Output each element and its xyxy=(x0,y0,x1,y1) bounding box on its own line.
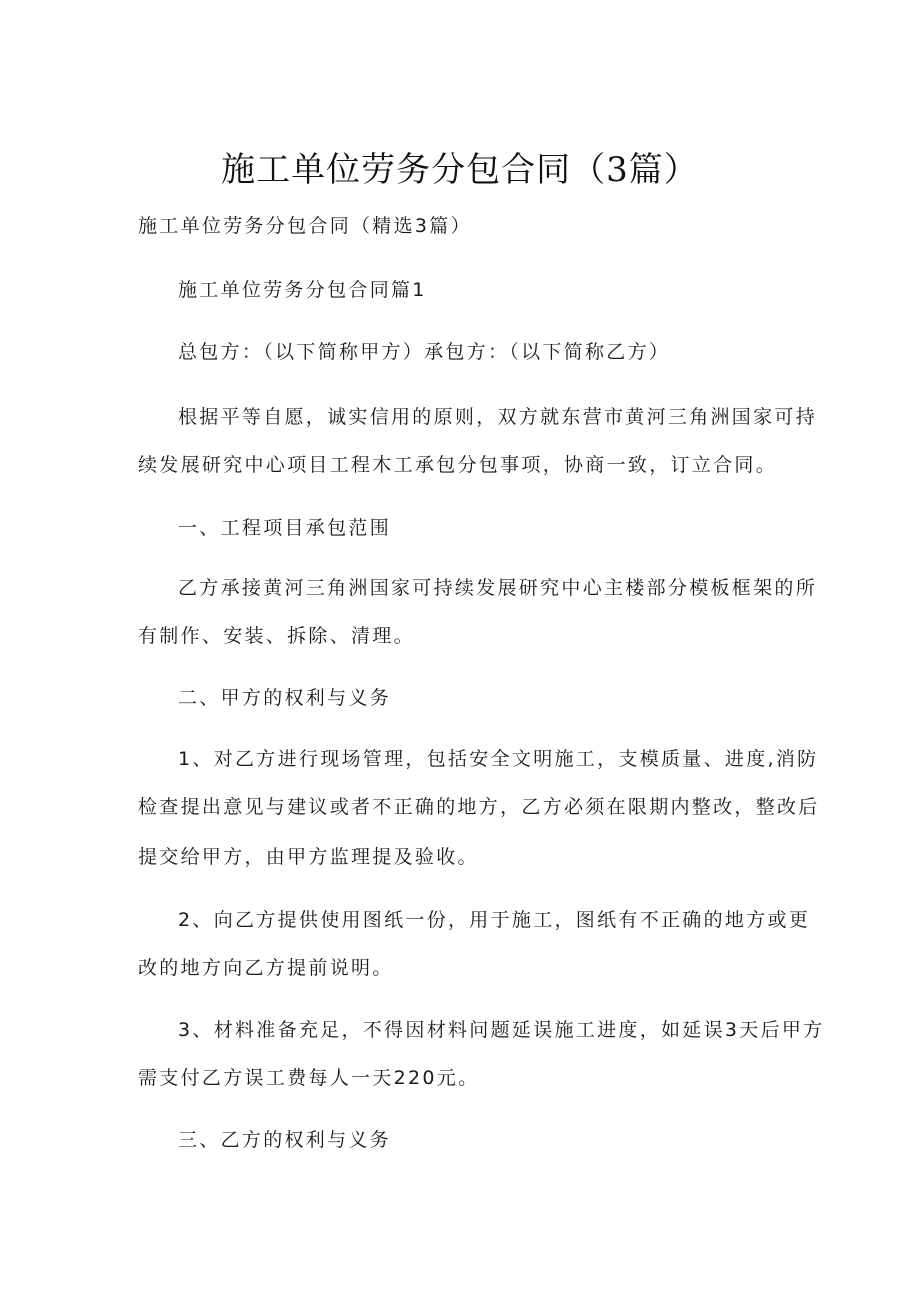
section2-item2-line-1: 2、向乙方提供使用图纸一份，用于施工，图纸有不正确的地方或更 xyxy=(178,909,811,931)
document-title: 施工单位劳务分包合同（3篇） xyxy=(221,150,699,190)
parties-line: 总包方：（以下简称甲方）承包方：（以下简称乙方） xyxy=(178,341,671,363)
section2-item1-line-1: 1、对乙方进行现场管理，包括安全文明施工，支模质量、进度,消防 xyxy=(178,748,819,770)
section2-item1-line-3: 提交给甲方，由甲方监理提及验收。 xyxy=(138,846,479,868)
section2-item3-line-1: 3、材料准备充足，不得因材料问题延误施工进度，如延误3天后甲方 xyxy=(178,1019,825,1041)
section2-item3-line-2: 需支付乙方误工费每人一天220元。 xyxy=(138,1067,480,1089)
document-subtitle: 施工单位劳务分包合同（精选3篇） xyxy=(138,215,472,237)
section2-item2-line-2: 改的地方向乙方提前说明。 xyxy=(138,957,394,979)
intro-paragraph-line-2: 续发展研究中心项目工程木工承包分包事项，协商一致，订立合同。 xyxy=(138,454,778,476)
section1-heading: 一、工程项目承包范围 xyxy=(178,517,392,539)
intro-paragraph-line-1: 根据平等自愿，诚实信用的原则，双方就东营市黄河三角洲国家可持 xyxy=(178,406,818,428)
section1-paragraph-line-1: 乙方承接黄河三角洲国家可持续发展研究中心主楼部分模板框架的所 xyxy=(178,577,818,599)
section2-item1-line-2: 检查提出意见与建议或者不正确的地方，乙方必须在限期内整改，整改后 xyxy=(138,796,820,818)
chapter-heading: 施工单位劳务分包合同篇1 xyxy=(178,279,427,301)
section3-heading: 三、乙方的权利与义务 xyxy=(178,1129,392,1151)
section1-paragraph-line-2: 有制作、安装、拆除、清理。 xyxy=(138,625,415,647)
section2-heading: 二、甲方的权利与义务 xyxy=(178,687,392,709)
